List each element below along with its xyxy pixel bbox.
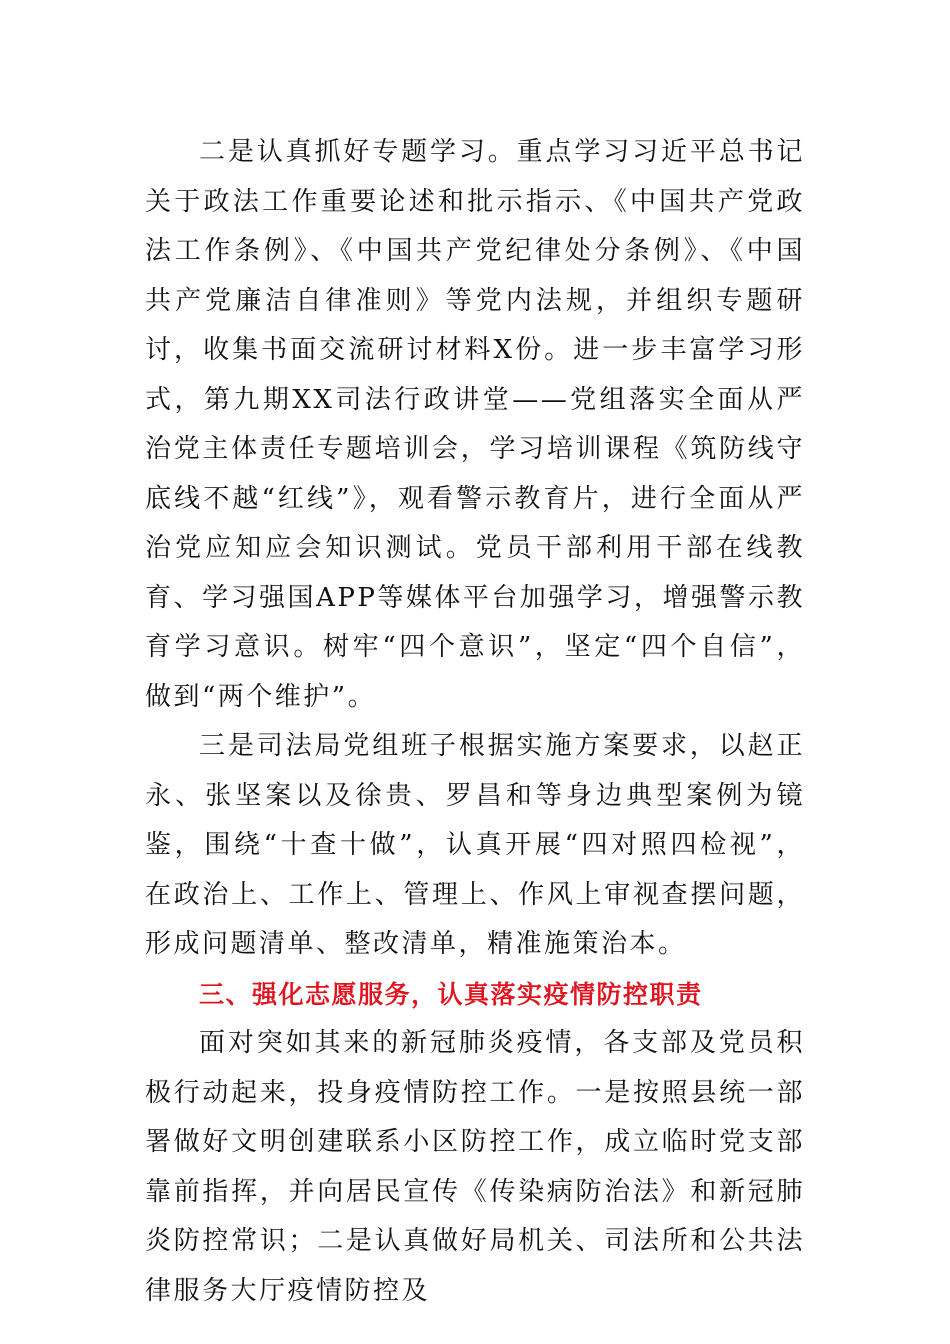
paragraph-study: 二是认真抓好专题学习。重点学习习近平总书记关于政法工作重要论述和批示指示、《中国共产党政法工作条例》、《中国共产党纪律处分条例》、《中国共产党廉洁自律准则》等党内法规，并组织专题研讨，收集书面交流研讨材料X份。进一步丰富学习形式，第九期XX司法行政讲堂——党组落实全面从严治党主体责任专题培训会，学习培训课程《筑防线守底线不越“红线”》，观看警示教育片，进行全面从严治党应知应会知识测试。党员干部利用干部在线教育、学习强国APP等媒体平台加强学习，增强警示教育学习意识。树牢“四个意识”，坚定“四个自信”，做到“两个维护”。 [145,137,805,712]
section-heading: 三、强化志愿服务，认真落实疫情防控职责 [199,979,703,1009]
document-page [145,128,805,1316]
paragraph-party-group: 三是司法局党组班子根据实施方案要求，以赵正永、张坚案以及徐贵、罗昌和等身边典型案例为镜鉴，围绕“十查十做”，认真开展“四对照四检视”，在政治上、工作上、管理上、作风上审视查摆问题，形成问题清单、整改清单，精准施策治本。 [145,731,805,959]
paragraph-epidemic: 面对突如其来的新冠肺炎疫情，各支部及党员积极行动起来，投身疫情防控工作。一是按照县统一部署做好文明创建联系小区防控工作，成立临时党支部靠前指挥，并向居民宣传《传染病防治法》和新冠肺炎防控常识；二是认真做好局机关、司法所和公共法律服务大厅疫情防控及 [145,1028,805,1306]
